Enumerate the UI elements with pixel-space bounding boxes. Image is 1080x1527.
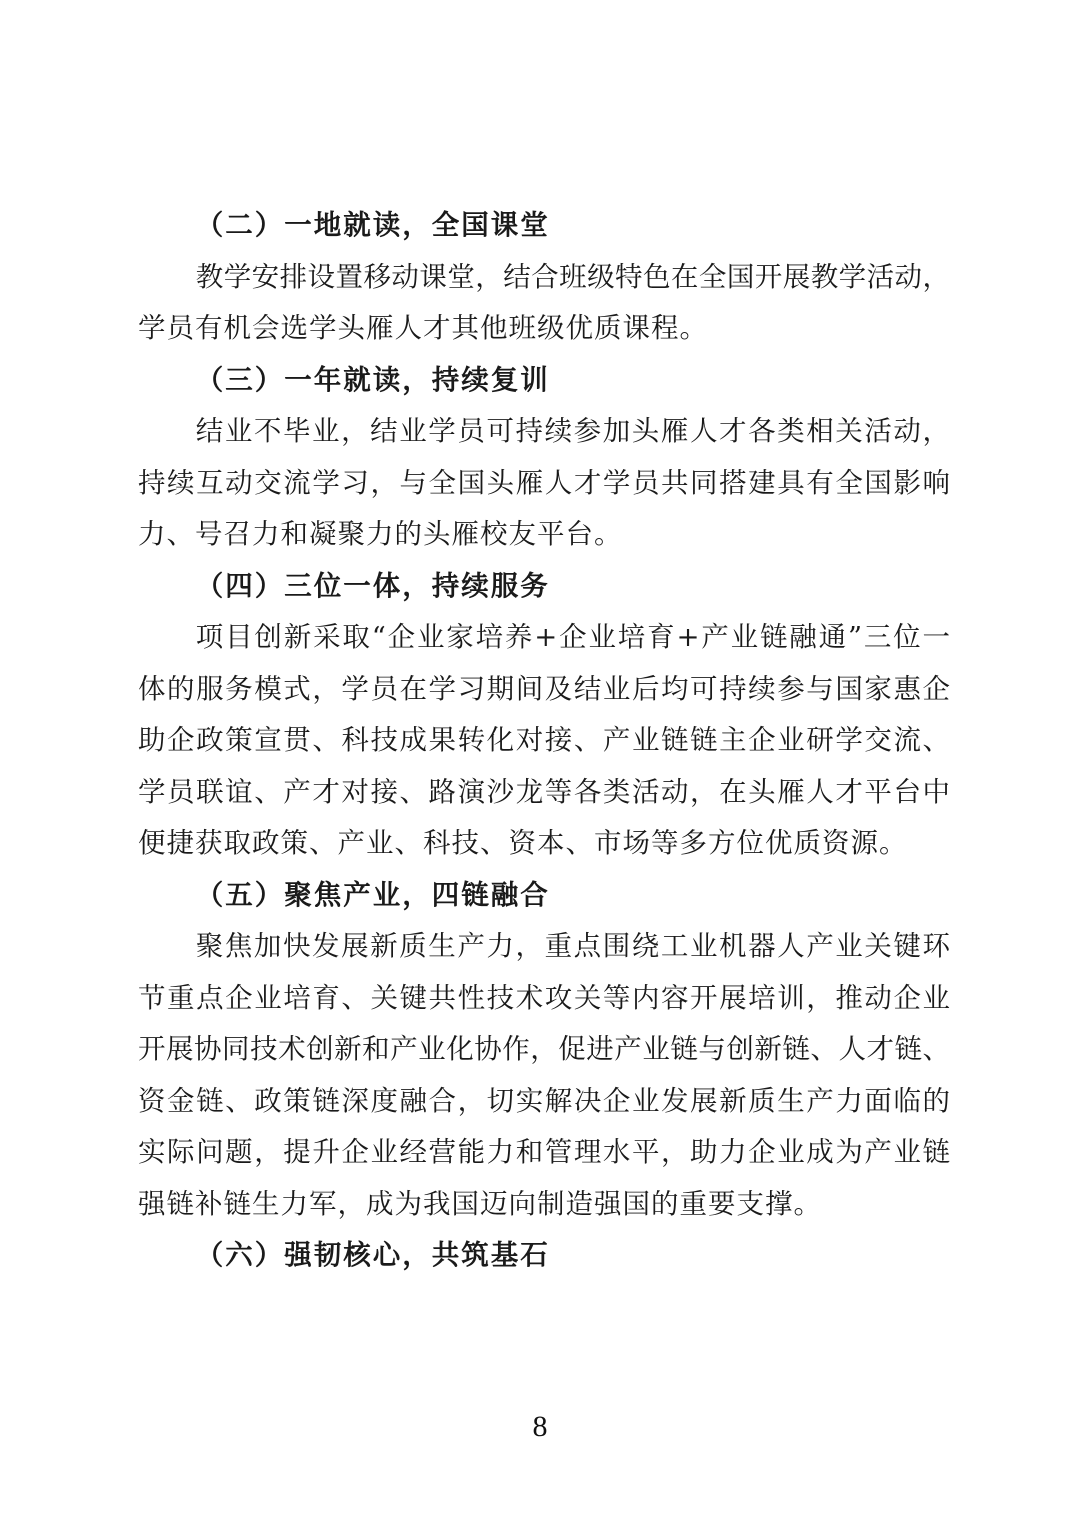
section-heading-5: （五）聚焦产业，四链融合 [195, 878, 550, 911]
text-line: 教学安排设置移动课堂，结合班级特色在全国开展教学活动， [195, 260, 950, 293]
text-line: 聚焦加快发展新质生产力，重点围绕工业机器人产业关键环 [195, 930, 950, 962]
text-line: 节重点企业培育、关键共性技术攻关等内容开展培训，推动企业 [138, 981, 950, 1014]
section-heading-2: （二）一地就读，全国课堂 [195, 209, 550, 241]
page-number: 8 [532, 1410, 548, 1443]
text-line: 强链补链生力军，成为我国迈向制造强国的重要支撑。 [138, 1187, 822, 1220]
text-line: 体的服务模式，学员在学习期间及结业后均可持续参与国家惠企 [138, 672, 950, 705]
section-heading-6: （六）强韧核心，共筑基石 [195, 1239, 550, 1271]
text-line: 开展协同技术创新和产业化协作，促进产业链与创新链、人才链、 [138, 1033, 950, 1065]
text-line: 学员有机会选学头雁人才其他班级优质课程。 [138, 312, 708, 344]
document-body [138, 200, 950, 1282]
text-line: 学员联谊、产才对接、路演沙龙等各类活动，在头雁人才平台中 [138, 775, 950, 808]
text-line: 持续互动交流学习，与全国头雁人才学员共同搭建具有全国影响 [138, 466, 950, 499]
text-line: 资金链、政策链深度融合，切实解决企业发展新质生产力面临的 [138, 1084, 950, 1117]
text-line: 助企政策宣贯、科技成果转化对接、产业链链主企业研学交流、 [138, 724, 950, 756]
section-heading-3: （三）一年就读，持续复训 [195, 363, 550, 396]
text-line: 实际问题，提升企业经营能力和管理水平，助力企业成为产业链 [138, 1136, 950, 1168]
section-heading-4: （四）三位一体，持续服务 [195, 569, 550, 602]
text-line: 结业不毕业，结业学员可持续参加头雁人才各类相关活动， [195, 415, 950, 447]
text-line: 便捷获取政策、产业、科技、资本、市场等多方位优质资源。 [138, 827, 908, 859]
text-line: 力、号召力和凝聚力的头雁校友平台。 [138, 518, 623, 550]
text-line: 项目创新采取“企业家培养+企业培育+产业链融通”三位一 [195, 621, 950, 653]
